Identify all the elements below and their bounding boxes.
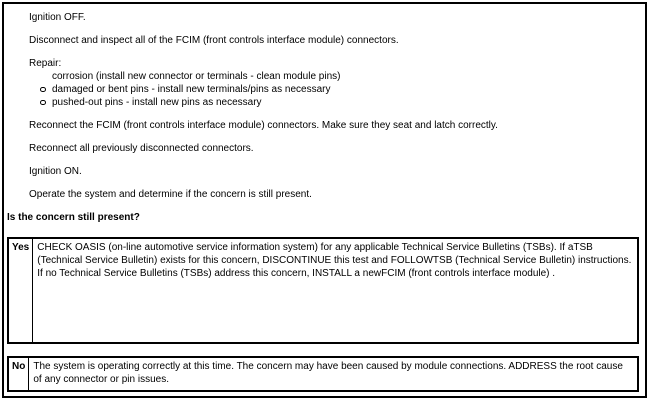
circle-bullet-icon: [40, 100, 46, 106]
list-item-pushed-out-pins: [29, 96, 627, 109]
procedure-steps: [4, 4, 645, 201]
list-item-corrosion: [29, 70, 627, 83]
step-ignition-off: Ignition OFF.: [29, 12, 86, 23]
step-ignition-on: Ignition ON.: [29, 166, 82, 177]
list-item-text: pushed-out pins - install new pins as necessary: [52, 97, 262, 108]
diagnostic-procedure-document: [2, 2, 647, 398]
step-operate-system: Operate the system and determine if the concern is still present.: [29, 189, 312, 200]
circle-bullet-icon: [40, 87, 46, 93]
result-row-no: [7, 356, 639, 392]
step-reconnect-all: Reconnect all previously disconnected connectors.: [29, 143, 254, 154]
concern-question: Is the concern still present?: [7, 212, 140, 223]
no-label: No: [9, 358, 29, 390]
step-disconnect-inspect: Disconnect and inspect all of the FCIM (front controls interface module) connectors.: [29, 35, 399, 46]
list-item-damaged-pins: [29, 83, 627, 96]
list-item-text: corrosion (install new connector or terminals - clean module pins): [52, 71, 341, 82]
yes-instructions: CHECK OASIS (on-line automotive service information system) for any applicable Technical Service Bulletins (TSBs). If aTSB (Technical Service Bulletin) exists for this concern, DISCONTINUE this test and FOLLOWTSB (Technical Service Bulletin) instructions. If no Technical Service Bulletins (TSBs) address this concern, INSTALL a newFCIM (front controls interface module) .: [37, 242, 632, 279]
yes-label: Yes: [9, 239, 33, 342]
list-item-text: damaged or bent pins - install new terminals/pins as necessary: [52, 84, 331, 95]
repair-label: Repair:: [29, 58, 62, 69]
no-instructions: The system is operating correctly at this time. The concern may have been caused by module connections. ADDRESS the root cause of any connector or pin issues.: [33, 361, 623, 385]
result-row-yes: [7, 237, 639, 344]
repair-list: [29, 70, 627, 109]
step-reconnect-fcim: Reconnect the FCIM (front controls interface module) connectors. Make sure they seat and latch correctly.: [29, 120, 498, 131]
